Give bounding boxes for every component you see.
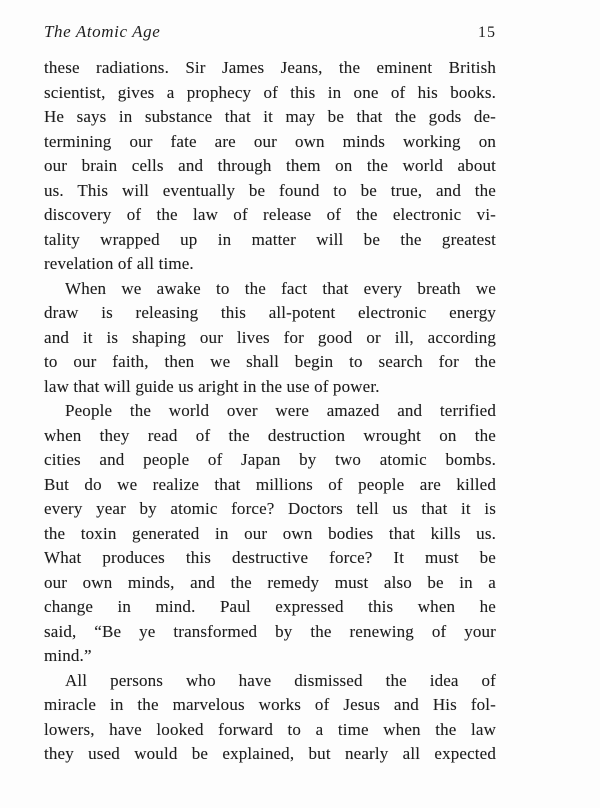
text-line: When we awake to the fact that every breath we: [65, 278, 496, 298]
text-line: People the world over were amazed and terrified: [65, 401, 496, 420]
text-line: they used would be explained, but nearly all expected: [44, 744, 496, 763]
paragraph: [44, 669, 496, 767]
text-line: change in mind. Paul expressed this when he: [44, 597, 496, 616]
text-line: these radiations. Sir James Jeans, the eminent British: [44, 58, 496, 77]
paragraph: [44, 399, 496, 669]
page-number: 15: [478, 24, 496, 41]
paragraph: [44, 277, 496, 400]
page-header: [44, 22, 496, 44]
text-line: What produces this destructive force? It must be: [44, 548, 496, 567]
text-line: tality wrapped up in matter will be the greatest: [44, 229, 496, 249]
running-title: The Atomic Age: [44, 22, 161, 41]
page-content: [44, 22, 496, 767]
text-line: to our faith, then we shall begin to search for the: [44, 352, 496, 371]
text-line: He says in substance that it may be that the gods de-: [44, 107, 496, 126]
text-line: But do we realize that millions of people are killed: [44, 474, 496, 494]
text-line: cities and people of Japan by two atomic bombs.: [44, 450, 496, 469]
paragraph: [44, 56, 496, 277]
text-line: and it is shaping our lives for good or ill, according: [44, 327, 496, 347]
text-line: us. This will eventually be found to be true, and the: [44, 180, 496, 200]
text-line: termining our fate are our own minds working on: [44, 131, 496, 151]
page-body: [44, 56, 496, 767]
text-line: our own minds, and the remedy must also be in a: [44, 572, 496, 592]
text-line: our brain cells and through them on the world about: [44, 156, 496, 175]
text-line: miracle in the marvelous works of Jesus and His fol-: [44, 695, 496, 714]
text-line: lowers, have looked forward to a time when the law: [44, 719, 496, 739]
text-line: revelation of all time.: [44, 254, 194, 273]
text-line: law that will guide us aright in the use of power.: [44, 376, 380, 396]
text-line: mind.”: [44, 646, 92, 665]
text-line: every year by atomic force? Doctors tell us that it is: [44, 499, 496, 518]
text-line: draw is releasing this all-potent electronic energy: [44, 303, 496, 322]
text-line: All persons who have dismissed the idea of: [65, 670, 496, 690]
text-line: scientist, gives a prophecy of this in one of his books.: [44, 82, 496, 102]
text-line: the toxin generated in our own bodies that kills us.: [44, 523, 496, 543]
text-line: discovery of the law of release of the electronic vi-: [44, 205, 496, 224]
text-line: when they read of the destruction wrought on the: [44, 425, 496, 445]
text-line: said, “Be ye transformed by the renewing of your: [44, 621, 496, 641]
